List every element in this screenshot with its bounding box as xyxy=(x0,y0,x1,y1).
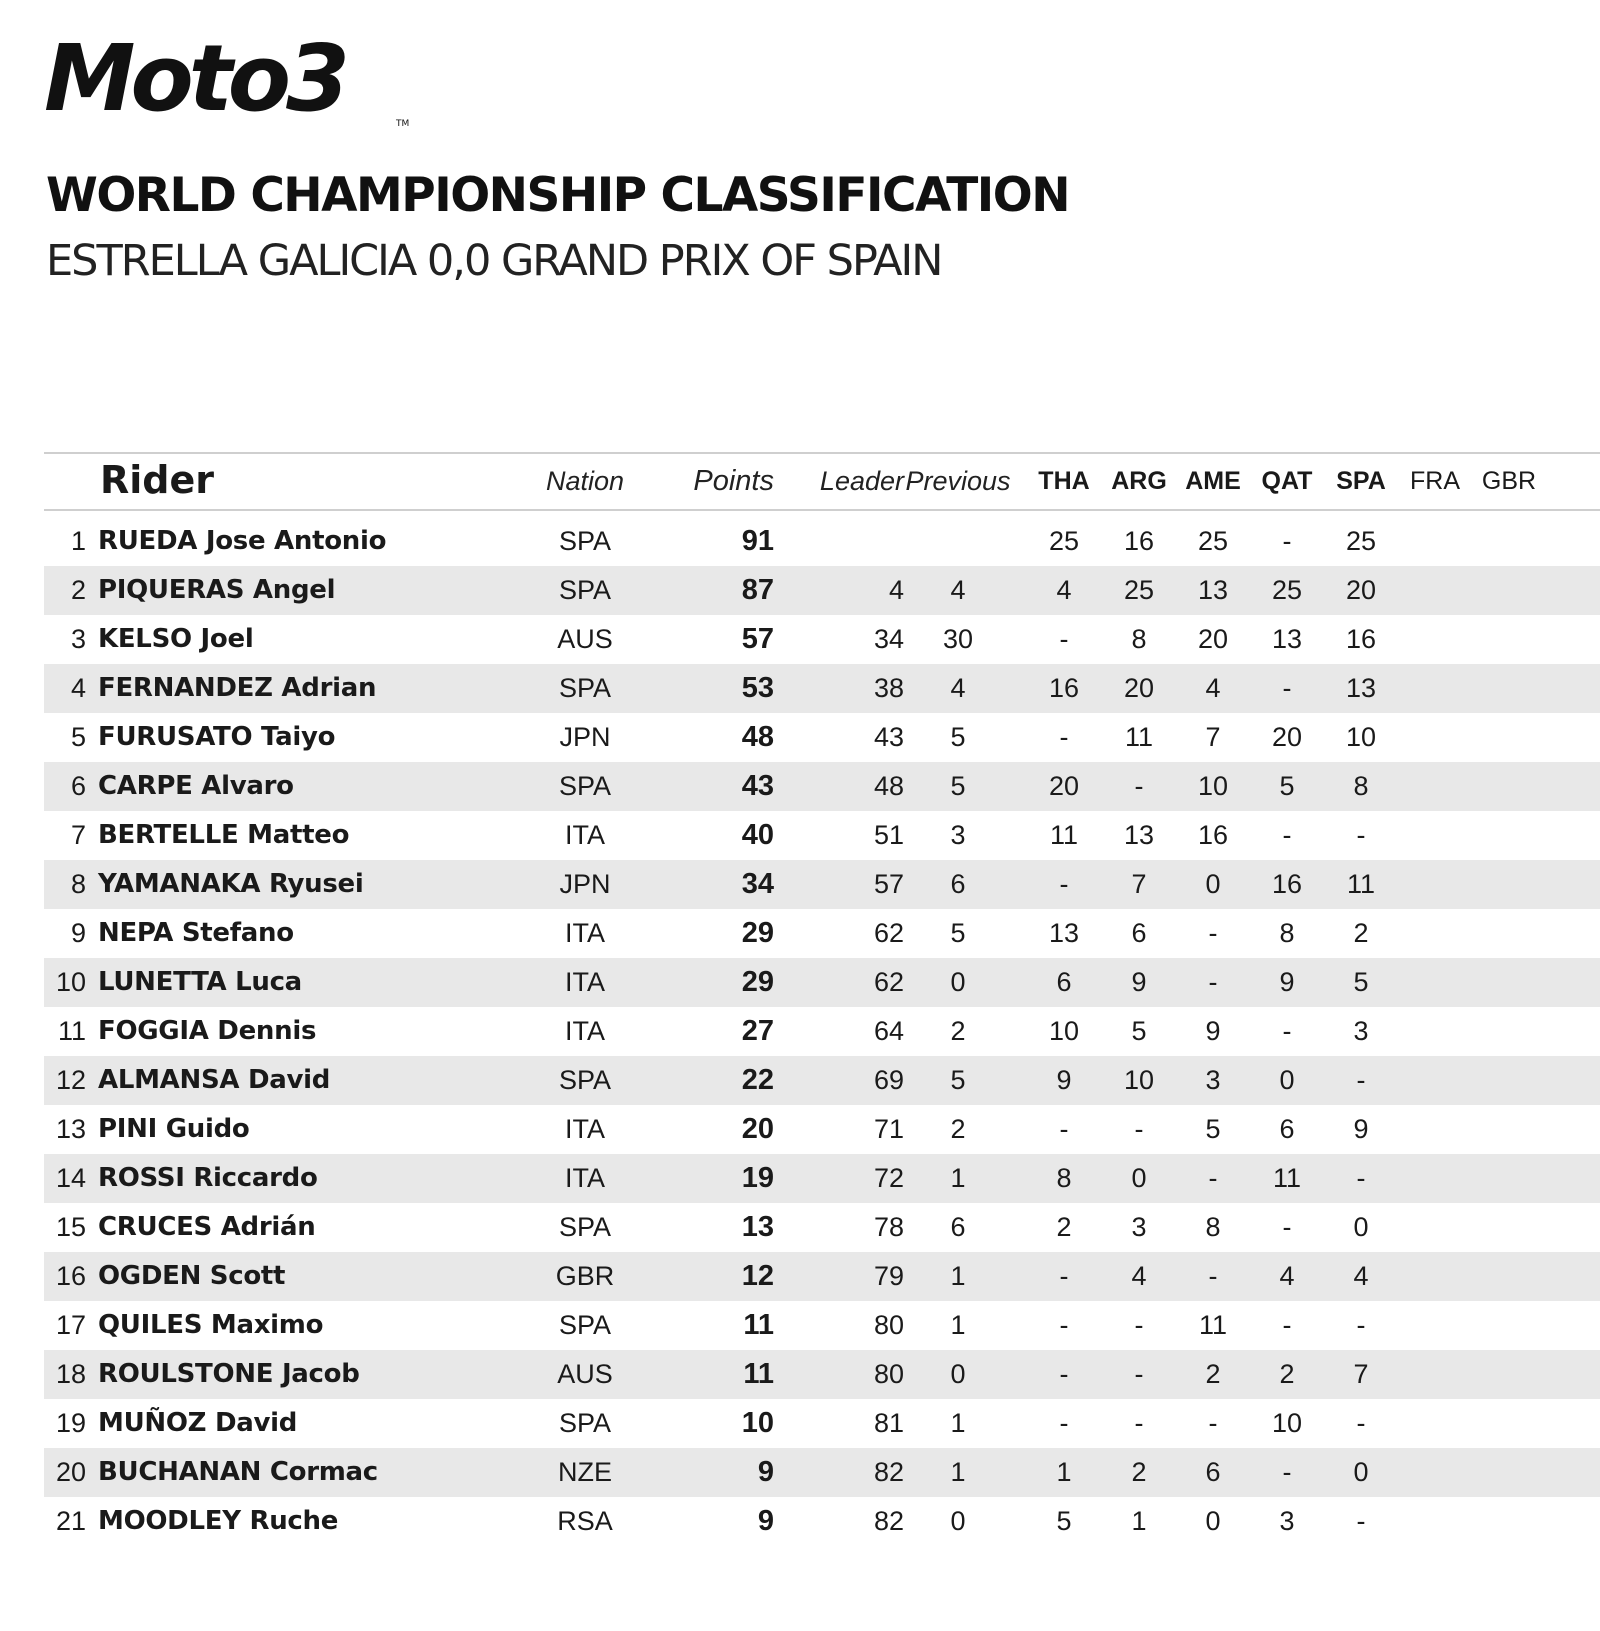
points-cell: 11 xyxy=(743,1358,774,1390)
race-points-cell: - xyxy=(1356,820,1366,850)
leader-gap-cell: 82 xyxy=(873,1506,904,1536)
leader-gap-cell: 80 xyxy=(873,1359,904,1389)
race-points-cell: - xyxy=(1059,869,1069,899)
race-points-cell: 1 xyxy=(1056,1457,1072,1487)
race-points-cell: 20 xyxy=(1345,575,1377,605)
previous-gap-cell: 4 xyxy=(950,673,966,703)
previous-gap-cell: 6 xyxy=(950,1212,966,1242)
race-points-cell: - xyxy=(1059,624,1069,654)
leader-gap-cell: 48 xyxy=(873,771,904,801)
race-points-cell: 16 xyxy=(1345,624,1377,654)
previous-gap-cell: 1 xyxy=(950,1457,966,1487)
leader-gap-cell: 62 xyxy=(873,918,904,948)
race-points-cell: 4 xyxy=(1205,673,1221,703)
race-points-cell: 11 xyxy=(1198,1310,1228,1340)
race-points-cell: 10 xyxy=(1197,771,1229,801)
nation-cell: ITA xyxy=(565,967,605,997)
position-cell: 7 xyxy=(70,820,86,850)
rider-name-cell: FERNANDEZ Adrian xyxy=(98,673,377,703)
table-row xyxy=(44,811,1600,860)
race-points-cell: 11 xyxy=(1049,820,1079,850)
race-points-cell: 2 xyxy=(1353,918,1369,948)
position-cell: 20 xyxy=(55,1457,86,1487)
leader-gap-cell: 4 xyxy=(888,575,904,605)
position-cell: 8 xyxy=(70,869,86,899)
leader-gap-cell: 43 xyxy=(873,722,904,752)
header-race-fra: FRA xyxy=(1410,467,1460,495)
table-row xyxy=(44,1007,1600,1056)
nation-cell: SPA xyxy=(558,575,612,605)
nation-cell: ITA xyxy=(565,918,605,948)
nation-cell: SPA xyxy=(558,1310,612,1340)
leader-gap-cell: 38 xyxy=(873,673,904,703)
race-points-cell: 16 xyxy=(1123,526,1155,556)
race-points-cell: 13 xyxy=(1271,624,1303,654)
points-cell: 48 xyxy=(741,721,774,753)
leader-gap-cell: 80 xyxy=(873,1310,904,1340)
previous-gap-cell: 1 xyxy=(950,1163,966,1193)
race-points-cell: 0 xyxy=(1353,1212,1369,1242)
race-points-cell: 8 xyxy=(1056,1163,1072,1193)
position-cell: 16 xyxy=(55,1261,86,1291)
position-cell: 11 xyxy=(57,1016,86,1046)
previous-gap-cell: 4 xyxy=(950,575,966,605)
rider-name-cell: YAMANAKA Ryusei xyxy=(98,869,364,899)
race-points-cell: 8 xyxy=(1131,624,1147,654)
table-row xyxy=(44,517,1600,566)
race-points-cell: - xyxy=(1208,1261,1218,1291)
table-row xyxy=(44,566,1600,615)
race-points-cell: 9 xyxy=(1279,967,1295,997)
previous-gap-cell: 0 xyxy=(950,1359,966,1389)
previous-gap-cell: 5 xyxy=(950,1065,966,1095)
race-points-cell: 7 xyxy=(1131,869,1147,899)
race-points-cell: 8 xyxy=(1279,918,1295,948)
race-points-cell: 2 xyxy=(1205,1359,1221,1389)
nation-cell: ITA xyxy=(565,1016,605,1046)
table-row xyxy=(44,1350,1600,1399)
points-cell: 11 xyxy=(743,1309,774,1341)
race-points-cell: - xyxy=(1282,526,1292,556)
points-cell: 87 xyxy=(741,574,774,606)
points-cell: 29 xyxy=(741,917,774,949)
race-points-cell: 1 xyxy=(1131,1506,1147,1536)
rider-name-cell: PIQUERAS Angel xyxy=(98,575,336,605)
race-points-cell: - xyxy=(1282,1212,1292,1242)
logo-trademark: TM xyxy=(396,119,410,129)
race-points-cell: - xyxy=(1134,1359,1144,1389)
page-subtitle: ESTRELLA GALICIA 0,0 GRAND PRIX OF SPAIN xyxy=(46,236,942,286)
race-points-cell: - xyxy=(1208,967,1218,997)
race-points-cell: 25 xyxy=(1048,526,1080,556)
nation-cell: AUS xyxy=(557,1359,613,1389)
race-points-cell: 3 xyxy=(1131,1212,1147,1242)
nation-cell: SPA xyxy=(558,526,612,556)
race-points-cell: 13 xyxy=(1345,673,1377,703)
points-cell: 29 xyxy=(741,966,774,998)
previous-gap-cell: 30 xyxy=(942,624,974,654)
rider-name-cell: MOODLEY Ruche xyxy=(98,1506,339,1536)
race-points-cell: 9 xyxy=(1131,967,1147,997)
table-row xyxy=(44,713,1600,762)
nation-cell: ITA xyxy=(565,1163,605,1193)
race-points-cell: 25 xyxy=(1345,526,1377,556)
race-points-cell: 6 xyxy=(1279,1114,1295,1144)
race-points-cell: 0 xyxy=(1131,1163,1147,1193)
nation-cell: SPA xyxy=(558,771,612,801)
race-points-cell: 7 xyxy=(1353,1359,1369,1389)
table-row xyxy=(44,1448,1600,1497)
table-row xyxy=(44,1154,1600,1203)
points-cell: 27 xyxy=(741,1015,774,1047)
race-points-cell: 16 xyxy=(1197,820,1229,850)
race-points-cell: - xyxy=(1356,1408,1366,1438)
nation-cell: ITA xyxy=(565,1114,605,1144)
position-cell: 10 xyxy=(55,967,86,997)
table-row xyxy=(44,1056,1600,1105)
race-points-cell: 6 xyxy=(1056,967,1072,997)
header-race-arg: ARG xyxy=(1111,467,1167,495)
race-points-cell: - xyxy=(1282,1310,1292,1340)
previous-gap-cell: 1 xyxy=(950,1408,966,1438)
previous-gap-cell: 3 xyxy=(950,820,966,850)
table-row xyxy=(44,1203,1600,1252)
table-row xyxy=(44,1497,1600,1546)
previous-gap-cell: 0 xyxy=(950,1506,966,1536)
race-points-cell: 10 xyxy=(1271,1408,1303,1438)
nation-cell: SPA xyxy=(558,1212,612,1242)
position-cell: 21 xyxy=(55,1506,86,1536)
previous-gap-cell: 1 xyxy=(950,1310,966,1340)
rider-name-cell: BERTELLE Matteo xyxy=(98,820,350,850)
race-points-cell: 0 xyxy=(1205,869,1221,899)
position-cell: 18 xyxy=(55,1359,86,1389)
race-points-cell: - xyxy=(1282,1457,1292,1487)
rider-name-cell: KELSO Joel xyxy=(98,624,254,654)
previous-gap-cell: 2 xyxy=(950,1114,966,1144)
position-cell: 5 xyxy=(70,722,86,752)
previous-gap-cell: 6 xyxy=(950,869,966,899)
classification-table xyxy=(44,452,1600,1546)
race-points-cell: 9 xyxy=(1056,1065,1072,1095)
race-points-cell: - xyxy=(1134,1408,1144,1438)
table-header xyxy=(44,452,1600,511)
leader-gap-cell: 62 xyxy=(873,967,904,997)
moto3-logo xyxy=(44,40,444,130)
race-points-cell: 6 xyxy=(1131,918,1147,948)
position-cell: 15 xyxy=(55,1212,86,1242)
rider-name-cell: NEPA Stefano xyxy=(98,918,294,948)
race-points-cell: 13 xyxy=(1123,820,1155,850)
race-points-cell: 3 xyxy=(1205,1065,1221,1095)
race-points-cell: - xyxy=(1134,1114,1144,1144)
race-points-cell: 7 xyxy=(1205,722,1221,752)
race-points-cell: - xyxy=(1208,1408,1218,1438)
position-cell: 6 xyxy=(70,771,86,801)
race-points-cell: 0 xyxy=(1279,1065,1295,1095)
leader-gap-cell: 34 xyxy=(873,624,904,654)
nation-cell: ITA xyxy=(565,820,605,850)
rider-name-cell: CRUCES Adrián xyxy=(98,1212,316,1242)
table-row xyxy=(44,1399,1600,1448)
race-points-cell: - xyxy=(1356,1065,1366,1095)
race-points-cell: 10 xyxy=(1123,1065,1155,1095)
page-title: WORLD CHAMPIONSHIP CLASSIFICATION xyxy=(46,168,1070,223)
race-points-cell: 25 xyxy=(1271,575,1303,605)
race-points-cell: 5 xyxy=(1353,967,1369,997)
table-row xyxy=(44,958,1600,1007)
nation-cell: SPA xyxy=(558,673,612,703)
previous-gap-cell: 2 xyxy=(950,1016,966,1046)
table-row xyxy=(44,762,1600,811)
race-points-cell: 3 xyxy=(1353,1016,1369,1046)
race-points-cell: 5 xyxy=(1131,1016,1147,1046)
race-points-cell: - xyxy=(1134,771,1144,801)
rider-name-cell: OGDEN Scott xyxy=(98,1261,286,1291)
previous-gap-cell: 5 xyxy=(950,918,966,948)
nation-cell: SPA xyxy=(558,1065,612,1095)
points-cell: 9 xyxy=(757,1505,774,1537)
race-points-cell: 11 xyxy=(1346,869,1376,899)
leader-gap-cell: 78 xyxy=(873,1212,904,1242)
race-points-cell: 3 xyxy=(1279,1506,1295,1536)
race-points-cell: 0 xyxy=(1353,1457,1369,1487)
points-cell: 57 xyxy=(741,623,774,655)
header-previous: Previous xyxy=(905,466,1011,496)
nation-cell: JPN xyxy=(559,722,611,752)
table-row xyxy=(44,615,1600,664)
position-cell: 12 xyxy=(55,1065,86,1095)
race-points-cell: - xyxy=(1282,1016,1292,1046)
rider-name-cell: FOGGIA Dennis xyxy=(98,1016,317,1046)
race-points-cell: 4 xyxy=(1056,575,1072,605)
race-points-cell: 4 xyxy=(1353,1261,1369,1291)
race-points-cell: 16 xyxy=(1048,673,1080,703)
points-cell: 40 xyxy=(741,819,774,851)
race-points-cell: - xyxy=(1356,1163,1366,1193)
position-cell: 17 xyxy=(55,1310,86,1340)
logo-wordmark: Moto3 xyxy=(44,40,345,130)
race-points-cell: 13 xyxy=(1048,918,1080,948)
position-cell: 3 xyxy=(70,624,86,654)
race-points-cell: 8 xyxy=(1205,1212,1221,1242)
race-points-cell: 2 xyxy=(1131,1457,1147,1487)
race-points-cell: 20 xyxy=(1048,771,1080,801)
position-cell: 13 xyxy=(55,1114,86,1144)
rider-name-cell: CARPE Alvaro xyxy=(98,771,294,801)
nation-cell: JPN xyxy=(559,869,611,899)
table-row xyxy=(44,1252,1600,1301)
race-points-cell: - xyxy=(1059,1114,1069,1144)
points-cell: 12 xyxy=(741,1260,774,1292)
rider-name-cell: RUEDA Jose Antonio xyxy=(98,526,387,556)
nation-cell: AUS xyxy=(557,624,613,654)
race-points-cell: - xyxy=(1282,820,1292,850)
race-points-cell: 20 xyxy=(1197,624,1229,654)
header-race-qat: QAT xyxy=(1261,467,1313,495)
race-points-cell: 5 xyxy=(1279,771,1295,801)
race-points-cell: 13 xyxy=(1197,575,1229,605)
race-points-cell: 0 xyxy=(1205,1506,1221,1536)
position-cell: 2 xyxy=(70,575,86,605)
rider-name-cell: QUILES Maximo xyxy=(98,1310,324,1340)
race-points-cell: 2 xyxy=(1056,1212,1072,1242)
leader-gap-cell: 72 xyxy=(873,1163,904,1193)
rider-name-cell: ROULSTONE Jacob xyxy=(98,1359,360,1389)
points-cell: 10 xyxy=(741,1407,774,1439)
position-cell: 4 xyxy=(70,673,86,703)
header-race-tha: THA xyxy=(1038,467,1090,495)
leader-gap-cell: 69 xyxy=(873,1065,904,1095)
position-cell: 9 xyxy=(70,918,86,948)
race-points-cell: 16 xyxy=(1271,869,1303,899)
header-race-gbr: GBR xyxy=(1481,467,1537,495)
race-points-cell: 4 xyxy=(1131,1261,1147,1291)
race-points-cell: 25 xyxy=(1123,575,1155,605)
leader-gap-cell: 82 xyxy=(873,1457,904,1487)
points-cell: 9 xyxy=(757,1456,774,1488)
points-cell: 19 xyxy=(741,1162,774,1194)
leader-gap-cell: 81 xyxy=(873,1408,904,1438)
nation-cell: NZE xyxy=(558,1457,612,1487)
race-points-cell: 11 xyxy=(1124,722,1154,752)
table-body xyxy=(44,511,1600,1546)
position-cell: 14 xyxy=(55,1163,86,1193)
previous-gap-cell: 1 xyxy=(950,1261,966,1291)
rider-name-cell: MUÑOZ David xyxy=(98,1408,298,1438)
leader-gap-cell: 64 xyxy=(873,1016,904,1046)
previous-gap-cell: 5 xyxy=(950,722,966,752)
race-points-cell: - xyxy=(1356,1506,1366,1536)
points-cell: 34 xyxy=(741,868,774,900)
header-leader: Leader xyxy=(819,466,904,496)
race-points-cell: - xyxy=(1059,1261,1069,1291)
race-points-cell: - xyxy=(1208,1163,1218,1193)
rider-name-cell: ALMANSA David xyxy=(98,1065,331,1095)
nation-cell: SPA xyxy=(558,1408,612,1438)
race-points-cell: 20 xyxy=(1123,673,1155,703)
race-points-cell: 10 xyxy=(1345,722,1377,752)
position-cell: 19 xyxy=(55,1408,86,1438)
rider-name-cell: BUCHANAN Cormac xyxy=(98,1457,378,1487)
points-cell: 13 xyxy=(741,1211,774,1243)
header-race-ame: AME xyxy=(1185,467,1241,495)
race-points-cell: 10 xyxy=(1048,1016,1080,1046)
race-points-cell: 9 xyxy=(1205,1016,1221,1046)
previous-gap-cell: 5 xyxy=(950,771,966,801)
header-points: Points xyxy=(693,465,774,497)
race-points-cell: 9 xyxy=(1353,1114,1369,1144)
rider-name-cell: PINI Guido xyxy=(98,1114,250,1144)
race-points-cell: 4 xyxy=(1279,1261,1295,1291)
leader-gap-cell: 79 xyxy=(873,1261,904,1291)
race-points-cell: - xyxy=(1059,1310,1069,1340)
race-points-cell: 2 xyxy=(1279,1359,1295,1389)
leader-gap-cell: 57 xyxy=(873,869,904,899)
rider-name-cell: LUNETTA Luca xyxy=(98,967,302,997)
race-points-cell: 6 xyxy=(1205,1457,1221,1487)
points-cell: 20 xyxy=(741,1113,774,1145)
points-cell: 22 xyxy=(741,1064,774,1096)
nation-cell: RSA xyxy=(557,1506,613,1536)
race-points-cell: 20 xyxy=(1271,722,1303,752)
race-points-cell: 25 xyxy=(1197,526,1229,556)
race-points-cell: - xyxy=(1134,1310,1144,1340)
leader-gap-cell: 71 xyxy=(873,1114,904,1144)
position-cell: 1 xyxy=(70,526,86,556)
header-rider: Rider xyxy=(100,458,214,502)
points-cell: 91 xyxy=(741,525,774,557)
race-points-cell: - xyxy=(1356,1310,1366,1340)
table-row xyxy=(44,860,1600,909)
race-points-cell: - xyxy=(1059,1359,1069,1389)
table-row xyxy=(44,909,1600,958)
leader-gap-cell: 51 xyxy=(873,820,904,850)
nation-cell: GBR xyxy=(555,1261,615,1291)
rider-name-cell: ROSSI Riccardo xyxy=(98,1163,318,1193)
points-cell: 43 xyxy=(741,770,774,802)
race-points-cell: - xyxy=(1208,918,1218,948)
race-points-cell: - xyxy=(1059,1408,1069,1438)
table-row xyxy=(44,1301,1600,1350)
race-points-cell: 5 xyxy=(1056,1506,1072,1536)
previous-gap-cell: 0 xyxy=(950,967,966,997)
table-row xyxy=(44,664,1600,713)
race-points-cell: 8 xyxy=(1353,771,1369,801)
race-points-cell: - xyxy=(1282,673,1292,703)
points-cell: 53 xyxy=(741,672,774,704)
header-race-spa: SPA xyxy=(1336,467,1386,495)
race-points-cell: 11 xyxy=(1272,1163,1302,1193)
race-points-cell: 5 xyxy=(1205,1114,1221,1144)
race-points-cell: - xyxy=(1059,722,1069,752)
table-row xyxy=(44,1105,1600,1154)
header-nation: Nation xyxy=(545,466,625,496)
rider-name-cell: FURUSATO Taiyo xyxy=(98,722,336,752)
